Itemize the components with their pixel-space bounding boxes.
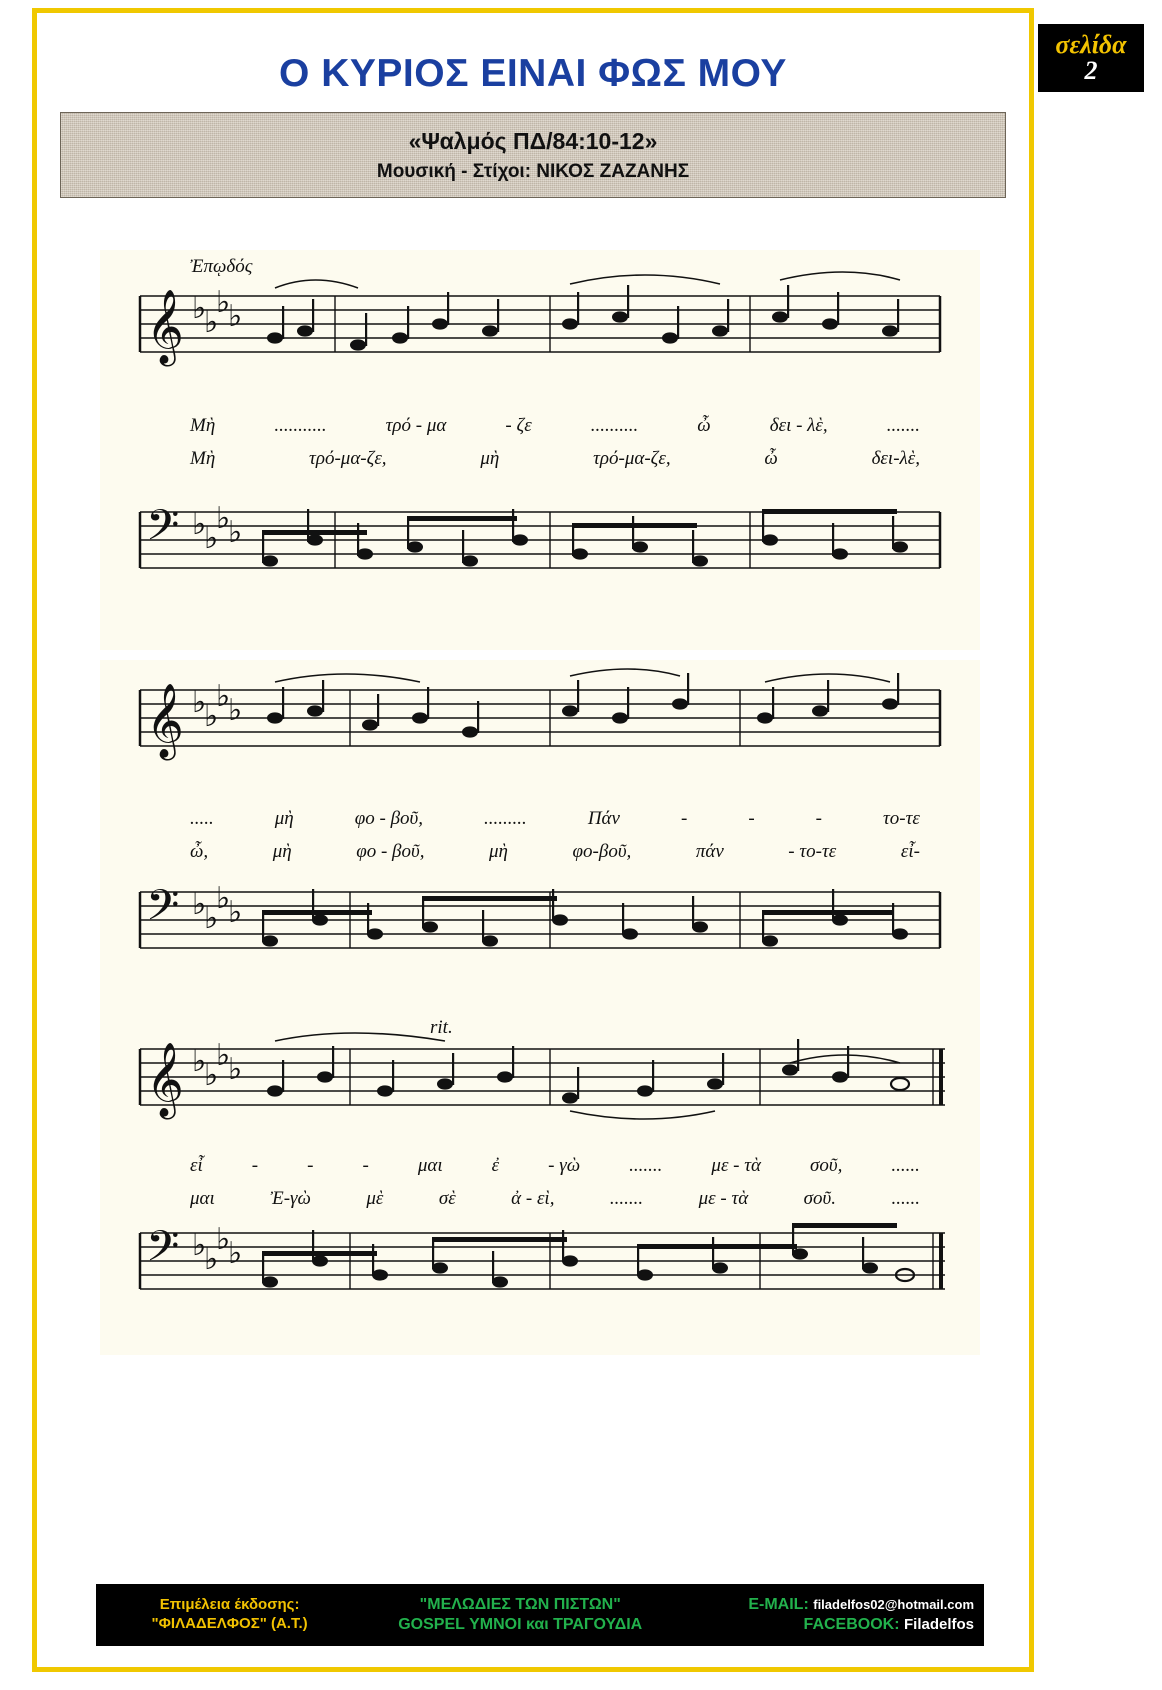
staff-system-1 — [100, 250, 980, 650]
lyric-token: Μὴ — [190, 448, 216, 469]
lyric-token: μαι — [190, 1188, 215, 1209]
svg-text:♭: ♭ — [192, 291, 207, 326]
tempo-marking-epodos: Ἐπῳδός — [190, 256, 253, 277]
lyric-token: - γὼ — [548, 1155, 581, 1176]
lyric-token: μαι — [417, 1155, 443, 1176]
lyric-token: δει-λὲ, — [871, 448, 920, 469]
svg-text:♭: ♭ — [204, 305, 219, 340]
page-badge-number: 2 — [1084, 56, 1098, 85]
footer-facebook-label: FACEBOOK: — [803, 1616, 900, 1633]
lyric-token: το-τε — [883, 808, 920, 829]
svg-text:𝄢: 𝄢 — [146, 1222, 180, 1282]
music-score-area — [60, 205, 1006, 1575]
lyric-token: ὦ — [697, 415, 711, 436]
lyric-token: πάν — [695, 841, 724, 862]
lyric-token: - — [680, 808, 688, 829]
footer-contact — [687, 1595, 974, 1635]
lyric-token: - — [748, 808, 755, 829]
lyric-token: με - τὰ — [698, 1188, 749, 1209]
lyrics-row-2b — [100, 841, 980, 863]
lyrics-row-3a — [100, 1155, 980, 1177]
lyric-token: ....... — [629, 1155, 663, 1176]
svg-text:♭: ♭ — [228, 515, 243, 550]
svg-text:♭: ♭ — [216, 501, 231, 536]
svg-text:♭: ♭ — [204, 521, 219, 556]
footer-edition-name: "ΦΙΛΑΔΕΛΦΟΣ" (Α.Τ.) — [151, 1615, 308, 1632]
footer-facebook-row — [804, 1615, 974, 1635]
tempo-marking-rit: rit. — [430, 1017, 453, 1038]
svg-text:♭: ♭ — [192, 1228, 207, 1263]
svg-text:♭: ♭ — [192, 507, 207, 542]
lyric-token: ...... — [891, 1155, 920, 1176]
lyric-token: σὲ — [438, 1188, 456, 1209]
lyric-token: εἶ — [190, 1155, 203, 1176]
page-number-badge — [1038, 24, 1144, 92]
footer-collection-title: "ΜΕΛΩΔΙΕΣ ΤΩΝ ΠΙΣΤΩΝ" — [419, 1596, 621, 1613]
lyric-token: - — [362, 1155, 369, 1176]
footer-collection-subtitle: GOSPEL ΥΜΝΟΙ και ΤΡΑΓΟΥΔΙΑ — [398, 1616, 643, 1633]
svg-text:♭: ♭ — [216, 1222, 231, 1257]
svg-text:♭: ♭ — [204, 1058, 219, 1093]
lyrics-row-1b — [100, 448, 980, 470]
footer-bar — [96, 1584, 984, 1646]
lyric-token: .......... — [590, 415, 639, 436]
svg-text:♭: ♭ — [228, 693, 243, 728]
footer-edition-label: Επιμέλεια έκδοσης: — [159, 1596, 300, 1614]
lyric-token: μὲ — [366, 1188, 384, 1209]
lyric-token: σοῦ, — [810, 1155, 843, 1176]
lyric-token: σοῦ. — [803, 1188, 836, 1209]
music-lyrics-credit: Μουσική - Στίχοι: ΝΙΚΟΣ ΖΑΖΑΝΗΣ — [376, 160, 690, 182]
footer-facebook-value[interactable]: Filadelfos — [904, 1616, 975, 1633]
lyric-token: ὦ, — [190, 841, 209, 862]
lyric-token: Ἐ-γὼ — [270, 1188, 311, 1209]
staff-notation-3 — [100, 1015, 980, 1355]
lyric-token: - ζε — [505, 415, 532, 436]
lyric-token: ἀ - εὶ, — [511, 1188, 555, 1209]
lyric-token: ἐ — [491, 1155, 500, 1176]
lyric-token: ....... — [886, 415, 920, 436]
svg-text:♭: ♭ — [192, 685, 207, 720]
lyric-token: τρό - μα — [385, 415, 447, 436]
svg-text:𝄞: 𝄞 — [146, 684, 184, 758]
svg-text:♭: ♭ — [204, 1242, 219, 1277]
svg-text:♭: ♭ — [204, 901, 219, 936]
svg-text:𝄞: 𝄞 — [146, 290, 184, 364]
lyric-token: ....... — [609, 1188, 644, 1209]
lyrics-row-3b — [100, 1188, 980, 1210]
svg-text:♭: ♭ — [228, 299, 243, 334]
svg-text:♭: ♭ — [228, 1236, 243, 1271]
footer-email-row — [748, 1595, 974, 1615]
lyric-token: - το-τε — [788, 841, 837, 862]
scripture-reference: «Ψαλμός ΠΔ/84:10-12» — [408, 127, 658, 154]
lyric-token: ...... — [891, 1188, 920, 1209]
title-bar — [56, 34, 1010, 114]
svg-text:𝄢: 𝄢 — [146, 501, 180, 561]
lyric-token: τρό-μα-ζε, — [309, 448, 387, 469]
svg-text:𝄢: 𝄢 — [146, 881, 180, 941]
svg-text:♭: ♭ — [216, 881, 231, 916]
lyric-token: - — [307, 1155, 314, 1176]
lyric-token: ..... — [190, 808, 214, 829]
lyric-token: φο - βοῦ, — [354, 808, 424, 829]
svg-text:♭: ♭ — [192, 1044, 207, 1079]
lyric-token: Πάν — [587, 808, 620, 829]
svg-text:♭: ♭ — [228, 1052, 243, 1087]
footer-email-label: E-MAIL: — [748, 1596, 809, 1613]
lyric-token: φο-βοῦ, — [572, 841, 632, 862]
svg-text:♭: ♭ — [216, 1038, 231, 1073]
lyric-token: - — [815, 808, 822, 829]
subtitle-band — [60, 112, 1006, 198]
footer-email-value[interactable]: filadelfos02@hotmail.com — [813, 1597, 975, 1612]
page-badge-word: σελίδα — [1055, 30, 1127, 59]
staff-system-2 — [100, 660, 980, 1030]
lyric-token: ὦ — [764, 448, 778, 469]
lyric-token: μὴ — [489, 841, 508, 862]
page-title: Ο ΚΥΡΙΟΣ ΕΙΝΑΙ ΦΩΣ ΜΟΥ — [279, 52, 787, 95]
svg-text:♭: ♭ — [216, 285, 231, 320]
staff-system-3 — [100, 1015, 980, 1355]
lyric-token: - — [251, 1155, 259, 1176]
lyric-token: μὴ — [272, 841, 292, 862]
lyrics-row-1a — [100, 415, 980, 437]
footer-publisher — [106, 1596, 353, 1634]
lyric-token: μὴ — [274, 808, 294, 829]
lyrics-row-2a — [100, 808, 980, 830]
lyric-token: μὴ — [480, 448, 500, 469]
svg-text:𝄞: 𝄞 — [146, 1043, 184, 1117]
footer-collection — [353, 1595, 687, 1635]
lyric-token: φο - βοῦ, — [356, 841, 425, 862]
svg-text:♭: ♭ — [216, 679, 231, 714]
lyric-token: εἶ- — [900, 841, 920, 862]
lyric-token: τρό-μα-ζε, — [593, 448, 671, 469]
svg-text:♭: ♭ — [204, 699, 219, 734]
lyric-token: με - τὰ — [711, 1155, 762, 1176]
lyric-token: Μὴ — [190, 415, 216, 436]
lyric-token: ......... — [484, 808, 527, 829]
lyric-token: ........... — [274, 415, 327, 436]
svg-text:♭: ♭ — [192, 887, 207, 922]
lyric-token: δει - λὲ, — [769, 415, 828, 436]
svg-text:♭: ♭ — [228, 895, 243, 930]
